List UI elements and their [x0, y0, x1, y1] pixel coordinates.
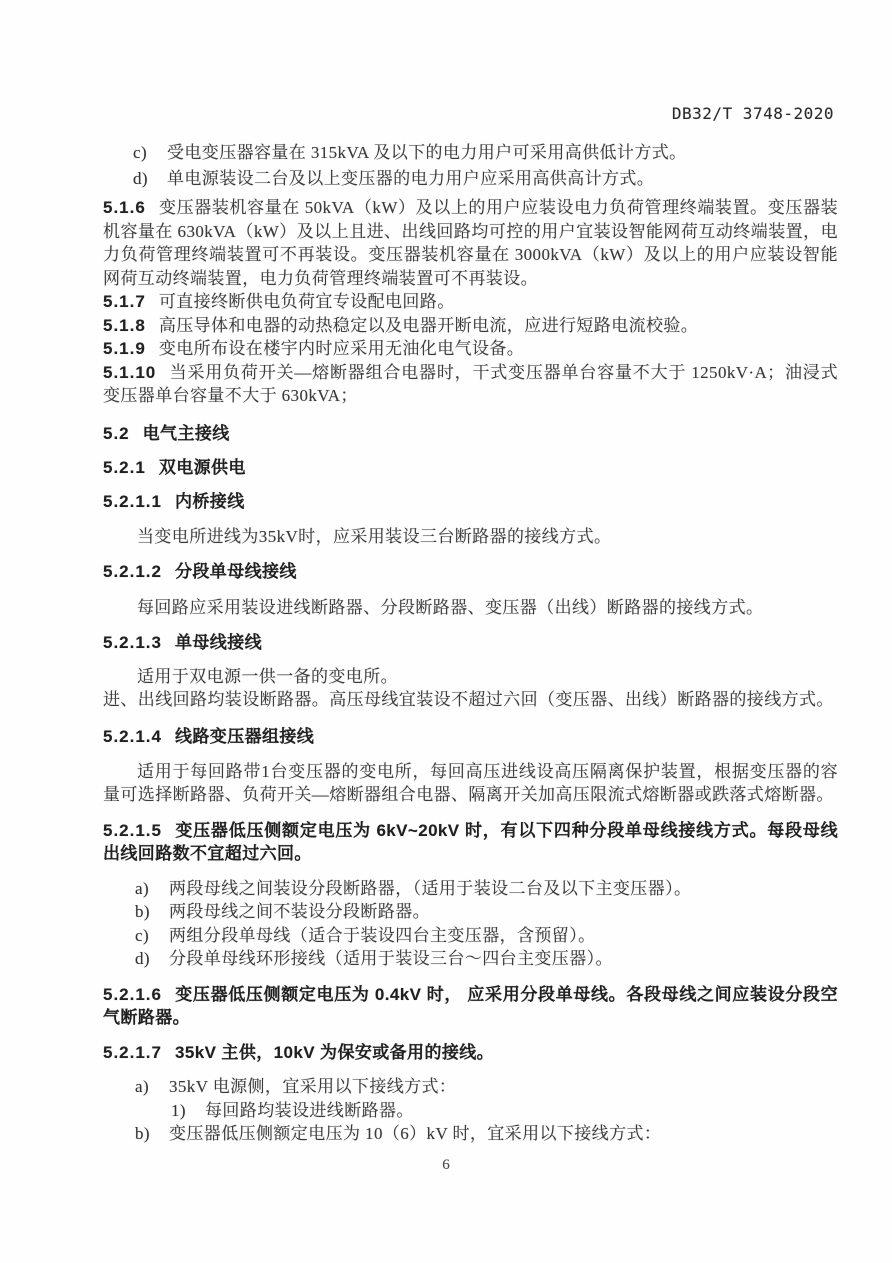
list-item-d: [135, 947, 838, 971]
list-5-2-1-5: [103, 877, 838, 971]
heading-number: 5.2: [103, 423, 130, 443]
list-item-text: 变压器低压侧额定电压为 10（6）kV 时，宜采用以下接线方式：: [169, 1124, 662, 1143]
clause-number: 5.1.8: [103, 315, 146, 335]
list-item-text: 35kV 电源侧，宜采用以下接线方式：: [169, 1077, 457, 1096]
clause-number: 5.2.1.5: [103, 820, 162, 840]
list-item-text: 分段单母线环形接线（适用于装设三台～四台主变压器）。: [169, 949, 613, 968]
list-item-text: 受电变压器容量在 315kVA 及以下的电力用户可采用高供低计方式。: [167, 143, 687, 162]
list-item-label: d): [135, 949, 150, 968]
page-content: [103, 140, 838, 1146]
clause-number: 5.2.1.6: [103, 984, 162, 1004]
paragraph-5-2-1-3-b: 进、出线回路均装设断路器。高压母线宜装设不超过六回（变压器、出线）断路器的接线方式。: [103, 690, 834, 709]
heading-5-2: [103, 422, 838, 446]
list-item-b: [135, 1122, 838, 1146]
clause-5-2-1-7: [103, 1041, 838, 1065]
clause-number: 5.1.6: [103, 198, 146, 217]
clause-text: 可直接终断供电负荷宜专设配电回路。: [158, 292, 455, 311]
paragraph-5-2-1-2: 每回路应采用装设进线断路器、分段断路器、变压器（出线）断路器的接线方式。: [137, 598, 764, 617]
clause-5-2-1-5: [103, 819, 838, 866]
heading-5-2-1-1: [103, 490, 838, 514]
heading-title: 线路变压器组接线: [175, 726, 315, 746]
clause-number: 5.1.10: [103, 362, 157, 382]
list-item-a: [135, 1075, 838, 1099]
list-item-label: a): [135, 1077, 150, 1096]
clause-text: 变压器装机容量在 50kVA（kW）及以上的用户应装设电力负荷管理终端装置。变压器装机容量在 630kVA（kW）及以上且进、出线回路均可控的用户宜装设智能网荷互动终端装置，电力负荷管理终端装置可不再装设。变压器装机容量在 3000kVA（kW）及以上的用户应装设智能网荷互动终端装置，电力负荷管理终端装置可不再装设。: [103, 198, 838, 288]
clause-text: 变压器低压侧额定电压为 6kV~20kV 时，有以下四种分段单母线接线方式。每段母线出线回路数不宜超过六回。: [103, 820, 838, 863]
clause-5-1-7: [103, 290, 838, 314]
list-item-text: 两段母线之间不装设分段断路器。: [169, 902, 430, 921]
list-item-label: c): [133, 143, 148, 162]
heading-5-2-1-4: [103, 725, 838, 749]
sublist-5-2-1-7-a: [103, 1099, 838, 1123]
heading-5-2-1-3: [103, 631, 838, 655]
clause-number: 5.1.9: [103, 339, 146, 358]
clause-text: 35kV 主供，10kV 为保安或备用的接线。: [175, 1042, 495, 1062]
clause-5-1-9: [103, 337, 838, 361]
list-item-b: [135, 900, 838, 924]
clause-text: 变压器低压侧额定电压为 0.4kV 时， 应采用分段单母线。各段母线之间应装设分段空气断路器。: [103, 984, 838, 1027]
clause-5-1-8: [103, 314, 838, 338]
page-number: 6: [442, 1157, 450, 1173]
clause-text: 高压导体和电器的动热稳定以及电器开断电流，应进行短路电流校验。: [158, 315, 699, 335]
list-item-label: a): [135, 878, 150, 898]
list-item-label: d): [133, 169, 148, 188]
paragraph-5-2-1-4: 适用于每回路带1台变压器的变电所，每回高压进线设高压隔离保护装置，根据变压器的容量可选择断路器、负荷开关—熔断器组合电器、隔离开关加高压限流式熔断器或跌落式熔断器。: [103, 761, 838, 804]
list-item-label: b): [135, 1124, 150, 1143]
list-item-a: [135, 877, 838, 901]
heading-title: 内桥接线: [175, 491, 245, 511]
clause-text: 当采用负荷开关—熔断器组合电器时，干式变压器单台容量不大于 1250kV·A；油浸式变压器单台容量不大于 630kVA；: [103, 362, 838, 405]
heading-title: 电气主接线: [142, 423, 230, 443]
clause-number: 5.1.7: [103, 292, 146, 311]
heading-title: 分段单母线接线: [175, 562, 297, 581]
list-item-d: [133, 166, 838, 192]
list-item-text: 每回路均装设进线断路器。: [205, 1100, 414, 1120]
clause-5-1-6: [103, 196, 838, 290]
heading-5-2-1: [103, 456, 838, 480]
doc-number: DB32/T 3748-2020: [671, 104, 834, 123]
list-item-c: [133, 140, 838, 166]
list-item-label: b): [135, 902, 150, 921]
heading-number: 5.2.1.2: [103, 562, 162, 581]
heading-number: 5.2.1.4: [103, 726, 162, 746]
list-item-label: 1): [171, 1100, 186, 1120]
paragraph-5-2-1-1: 当变电所进线为35kV时，应采用装设三台断路器的接线方式。: [137, 526, 612, 546]
list-item-text: 两组分段单母线（适合于装设四台主变压器，含预留）。: [169, 925, 596, 945]
heading-number: 5.2.1: [103, 457, 146, 477]
heading-title: 双电源供电: [158, 457, 246, 477]
clause-text: 变电所布设在楼宇内时应采用无油化电气设备。: [158, 339, 525, 358]
heading-number: 5.2.1.1: [103, 491, 162, 511]
clause-5-1-10: [103, 361, 838, 408]
list-item-1: [171, 1099, 838, 1123]
clause-5-2-1-6: [103, 983, 838, 1030]
list-5-2-1-7-b: [103, 1122, 838, 1146]
heading-5-2-1-2: [103, 560, 838, 584]
list-item-text: 单电源装设二台及以上变压器的电力用户应采用高供高计方式。: [167, 169, 655, 188]
heading-title: 单母线接线: [175, 632, 262, 652]
list-item-label: c): [135, 925, 150, 945]
list-5-2-1-7: [103, 1075, 838, 1099]
list-item-c: [135, 924, 838, 948]
clause-number: 5.2.1.7: [103, 1042, 162, 1062]
list-item-text: 两段母线之间装设分段断路器，（适用于装设二台及以下主变压器）。: [169, 878, 692, 898]
heading-number: 5.2.1.3: [103, 632, 162, 652]
paragraph-5-2-1-3-a: 适用于双电源一供一备的变电所。: [137, 666, 398, 686]
